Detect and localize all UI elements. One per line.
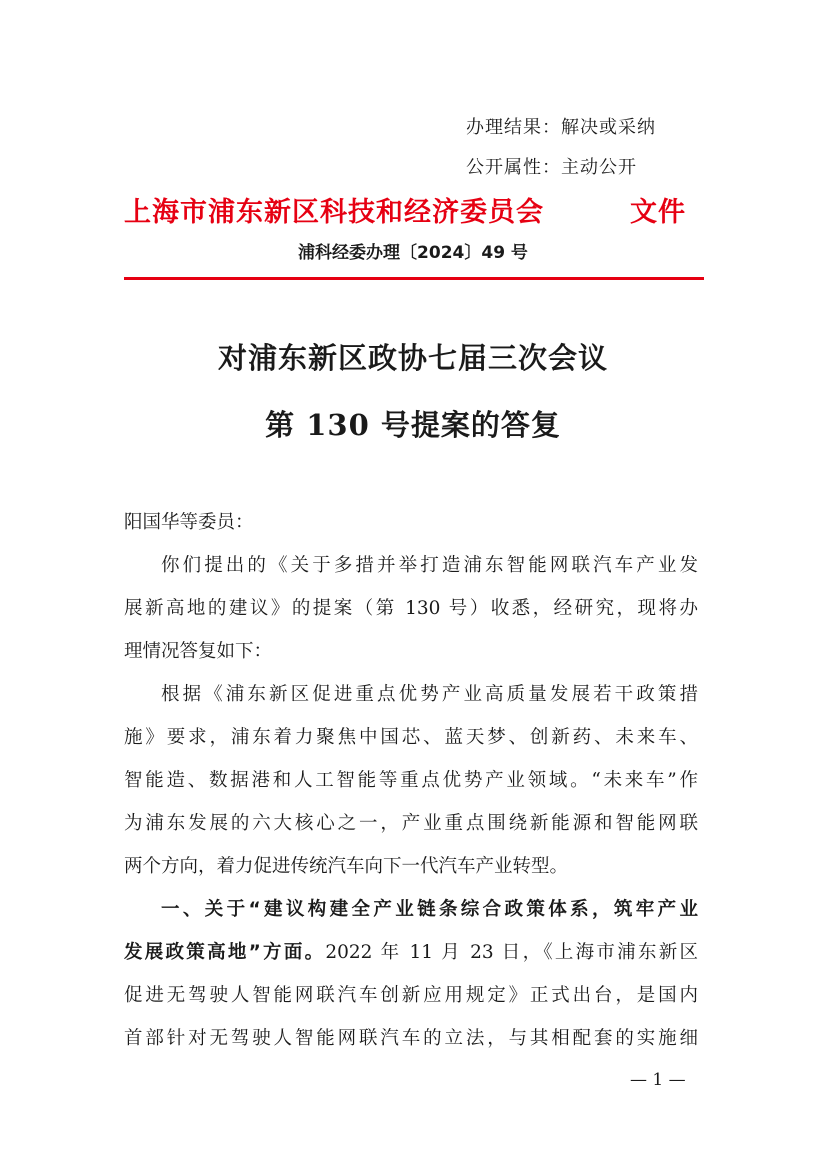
salutation: 阳国华等委员： xyxy=(124,512,254,533)
issuer-suffix: 文件 xyxy=(630,197,686,228)
paragraph-line: 理情况答复如下： xyxy=(124,641,273,662)
paragraph-line: 施》要求，浦东着力聚焦中国芯、蓝天梦、创新药、未来车、 xyxy=(124,727,698,748)
title-line-1: 对浦东新区政协七届三次会议 xyxy=(217,341,608,375)
section-heading-line xyxy=(161,891,698,929)
page-number: — 1 — xyxy=(630,1070,686,1090)
paragraph-line: 为浦东发展的六大核心之一，产业重点围绕新能源和智能网联 xyxy=(124,813,698,834)
paragraph-line xyxy=(124,934,698,972)
issuer-header xyxy=(124,190,704,229)
paragraph-line: 展新高地的建议》的提案（第 130 号）收悉，经研究，现将办 xyxy=(124,598,698,619)
paragraph-line: 你们提出的《关于多措并举打造浦东智能网联汽车产业发 xyxy=(161,555,698,576)
paragraph-line: 两个方向，着力促进传统汽车向下一代汽车产业转型。 xyxy=(124,856,569,877)
paragraph-line: 促进无驾驶人智能网联汽车创新应用规定》正式出台，是国内 xyxy=(124,985,698,1006)
title-line-2: 第 130 号提案的答复 xyxy=(265,408,561,442)
disclosure-attribute: 公开属性：主动公开 xyxy=(466,157,637,178)
issuer-name: 上海市浦东新区科技和经济委员会 xyxy=(124,197,544,228)
section-heading: 一、关于“建议构建全产业链条综合政策体系，筑牢产业 xyxy=(161,899,698,920)
paragraph-text: 2022 年 11 月 23 日，《上海市浦东新区 xyxy=(325,942,698,963)
paragraph-line: 首部针对无驾驶人智能网联汽车的立法，与其相配套的实施细 xyxy=(124,1028,698,1049)
document-number: 浦科经委办理〔2024〕49 号 xyxy=(298,243,528,263)
handling-result: 办理结果：解决或采纳 xyxy=(466,117,656,138)
red-divider xyxy=(124,277,704,280)
paragraph-line: 智能造、数据港和人工智能等重点优势产业领域。“未来车”作 xyxy=(124,770,698,791)
paragraph-line: 根据《浦东新区促进重点优势产业高质量发展若干政策措 xyxy=(161,684,698,705)
section-heading-end: 发展政策高地”方面。 xyxy=(124,942,326,963)
